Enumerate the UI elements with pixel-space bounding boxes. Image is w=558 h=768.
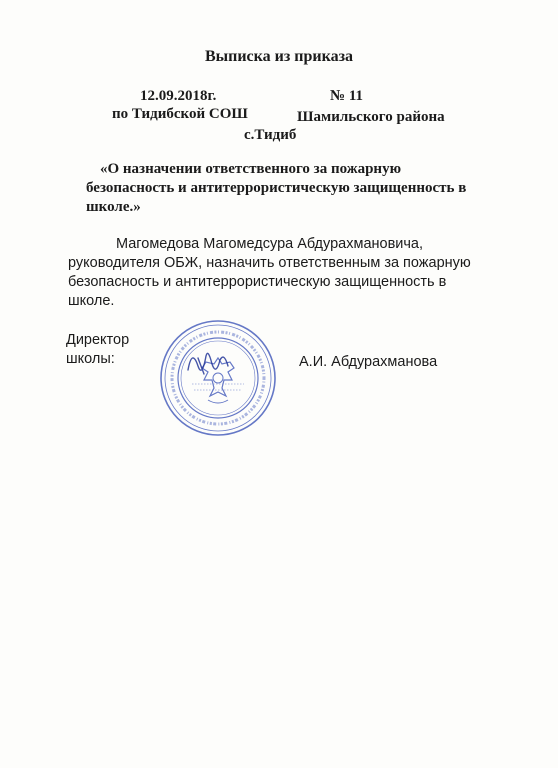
order-body (68, 235, 508, 311)
district-name: Шамильского района (297, 109, 445, 125)
subject-line: школе.» (86, 199, 141, 215)
subject-line: безопасность и антитеррористическую защищенность в (86, 180, 467, 196)
body-line: Магомедова Магомедсура Абдурахмановича, (116, 236, 424, 252)
signer-name: А.И. Абдурахманова (299, 354, 438, 370)
order-date: 12.09.2018г. (140, 88, 217, 104)
signer-role (66, 331, 156, 369)
village-name: с.Тидиб (244, 127, 297, 143)
official-stamp-icon (158, 318, 278, 438)
body-line: руководителя ОБЖ, назначить ответственным за пожарную (68, 255, 471, 271)
document-title: Выписка из приказа (204, 48, 354, 65)
signer-role-line: школы: (66, 351, 115, 367)
order-subject (86, 160, 506, 217)
order-number: № 11 (330, 88, 363, 104)
school-name: по Тидибской СОШ (112, 106, 248, 122)
signer-role-line: Директор (66, 332, 130, 348)
body-line: безопасность и антитеррористическую защищенность в (68, 274, 447, 290)
body-line: школе. (68, 293, 115, 309)
subject-line: «О назначении ответственного за пожарную (100, 161, 402, 177)
